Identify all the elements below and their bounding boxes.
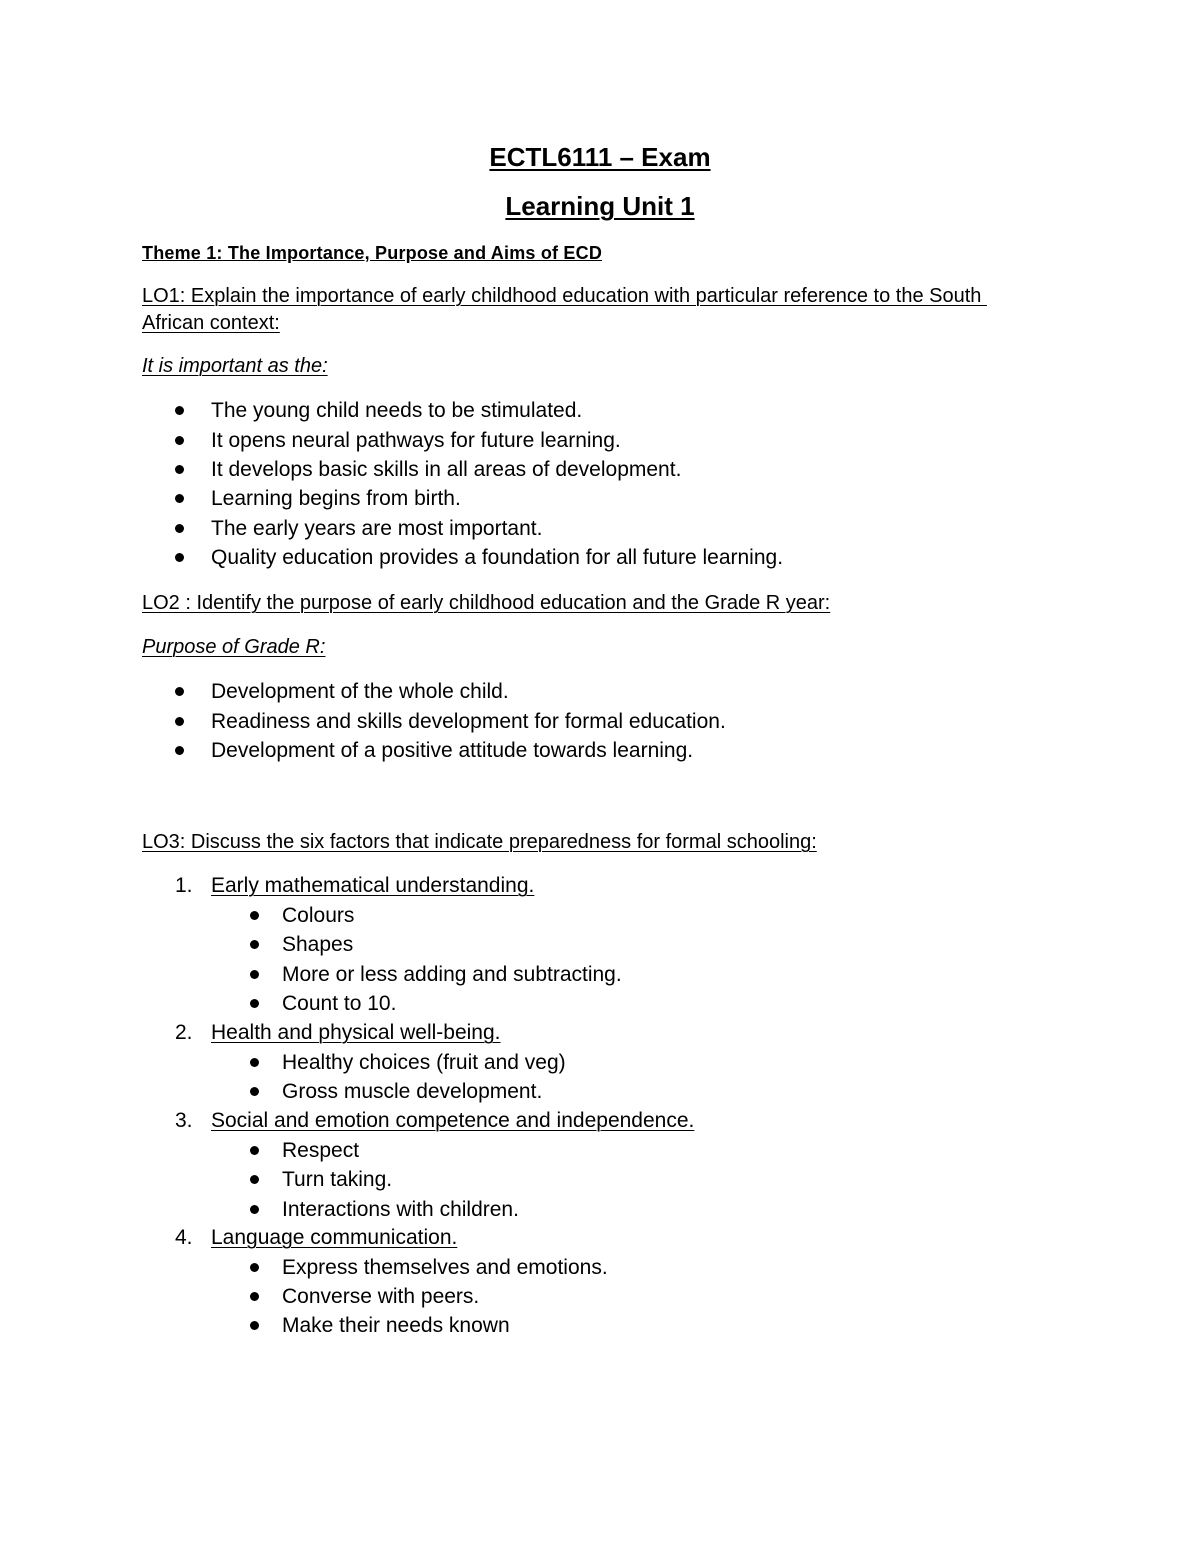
factor-number: 3. [175, 1109, 193, 1132]
factor-number: 2. [175, 1021, 193, 1044]
bullet-icon [250, 1321, 259, 1330]
list-item-text: It develops basic skills in all areas of development. [211, 458, 682, 481]
factor-number: 1. [175, 874, 193, 897]
factor-title: Language communication. [211, 1226, 458, 1249]
factor-title: Social and emotion competence and independence. [211, 1109, 695, 1132]
bullet-icon [175, 436, 184, 445]
theme-heading: Theme 1: The Importance, Purpose and Aims of ECD [142, 243, 603, 263]
list-item-text: Shapes [282, 933, 354, 956]
lo1-prefix: LO1: [142, 285, 186, 307]
bullet-icon [175, 687, 184, 696]
list-item-text: Colours [282, 904, 355, 927]
list-item-text: Learning begins from birth. [211, 487, 461, 510]
bullet-icon [175, 524, 184, 533]
bullet-icon [250, 999, 259, 1008]
bullet-icon [175, 494, 184, 503]
list-item-text: Converse with peers. [282, 1285, 480, 1308]
bullet-icon [250, 1058, 259, 1067]
list-item-text: Quality education provides a foundation for all future learning. [211, 546, 784, 569]
list-item-text: Development of a positive attitude towards learning. [211, 739, 694, 762]
bullet-icon [250, 1146, 259, 1155]
bullet-icon [175, 406, 184, 415]
lo1-text-line1: Explain the importance of early childhood education with particular reference to the South [185, 285, 987, 307]
lo1-line1 [142, 285, 987, 308]
list-item-text: Make their needs known [282, 1314, 510, 1337]
lo1-text-line2: African context: [142, 312, 280, 334]
list-item-text: Gross muscle development. [282, 1080, 543, 1103]
list-item-text: The early years are most important. [211, 517, 543, 540]
lo2-heading: LO2 : Identify the purpose of early childhood education and the Grade R year: [142, 592, 831, 614]
bullet-icon [175, 465, 184, 474]
bullet-icon [175, 717, 184, 726]
bullet-icon [250, 1263, 259, 1272]
list-item-text: Count to 10. [282, 992, 397, 1015]
list-item-text: It opens neural pathways for future learning. [211, 429, 621, 452]
bullet-icon [250, 911, 259, 920]
unit-title: Learning Unit 1 [505, 191, 695, 221]
bullet-icon [250, 1175, 259, 1184]
list-item-text: Healthy choices (fruit and veg) [282, 1051, 566, 1074]
list-item-text: Respect [282, 1139, 360, 1162]
list-item-text: Development of the whole child. [211, 680, 509, 703]
bullet-icon [250, 970, 259, 979]
list-item-text: The young child needs to be stimulated. [211, 399, 583, 422]
bullet-icon [250, 1292, 259, 1301]
factor-title: Early mathematical understanding. [211, 874, 535, 897]
lo2-subheading: Purpose of Grade R: [142, 636, 326, 658]
lo3-heading: LO3: Discuss the six factors that indicate preparedness for formal schooling: [142, 831, 817, 853]
bullet-icon [250, 1087, 259, 1096]
course-title: ECTL6111 – Exam [489, 142, 711, 172]
lo1-subheading: It is important as the: [142, 355, 328, 377]
list-item-text: Express themselves and emotions. [282, 1256, 608, 1279]
list-item-text: More or less adding and subtracting. [282, 963, 622, 986]
bullet-icon [250, 940, 259, 949]
bullet-icon [175, 553, 184, 562]
list-item-text: Readiness and skills development for formal education. [211, 710, 726, 733]
factor-title: Health and physical well-being. [211, 1021, 501, 1044]
list-item-text: Interactions with children. [282, 1198, 519, 1221]
list-item-text: Turn taking. [282, 1168, 393, 1191]
bullet-icon [175, 746, 184, 755]
factor-number: 4. [175, 1226, 193, 1249]
bullet-icon [250, 1205, 259, 1214]
